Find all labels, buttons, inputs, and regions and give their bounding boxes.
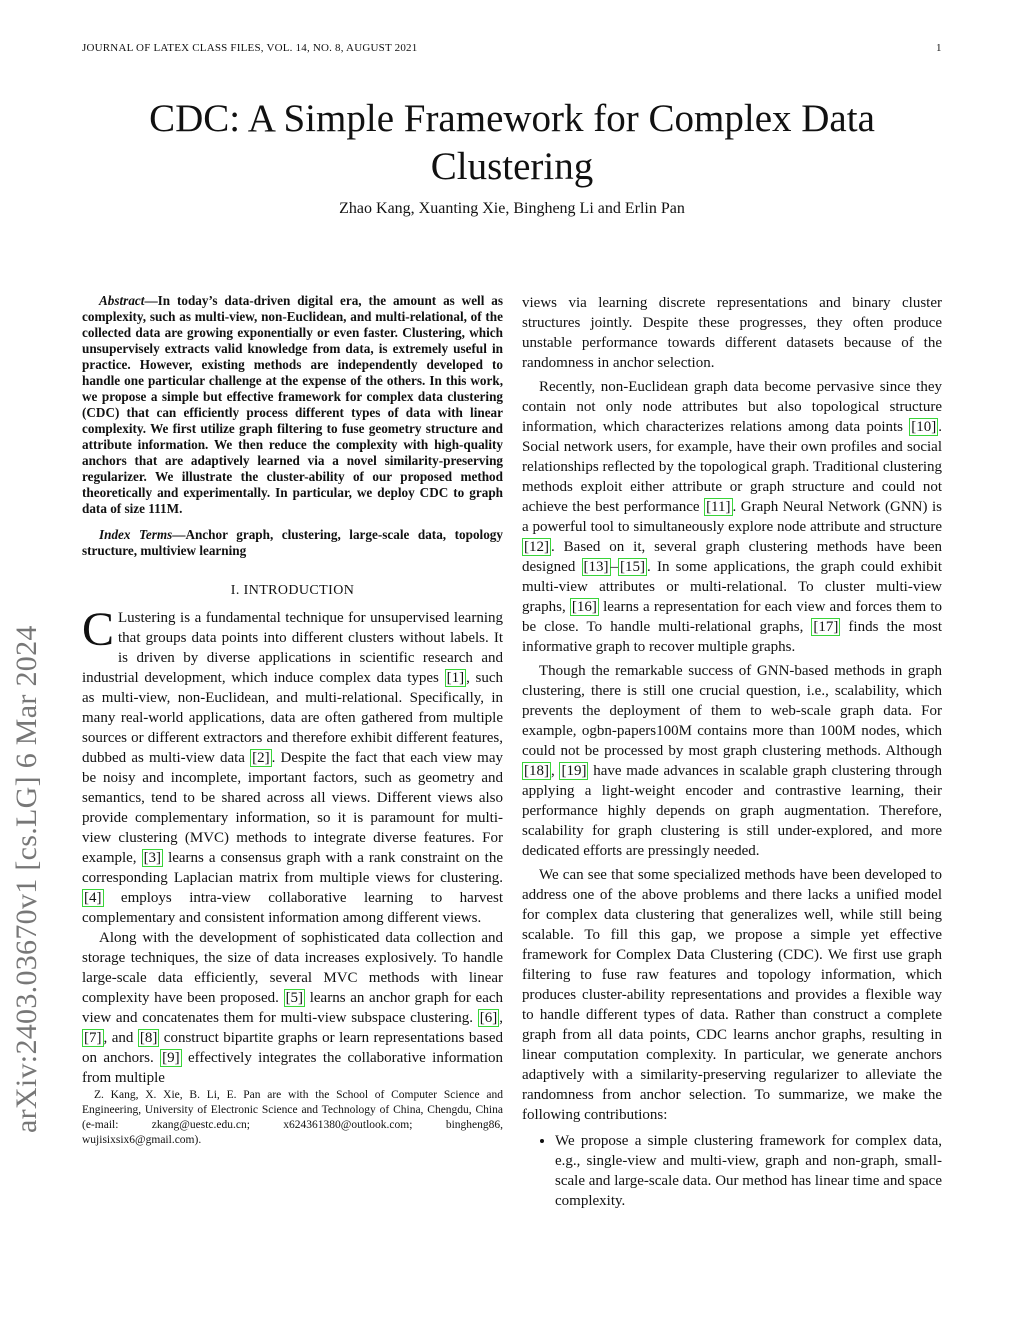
citation-link[interactable]: [9] (162, 1050, 180, 1066)
text-run: . In some applications, the graph could exhibit multi-view attributes or multi-relational. To cluster multi-view graphs, (522, 559, 942, 615)
text-run: Along with the development of sophisticated data collection and storage techniques, the size of data increases explosively. To handle large-scale data efficiently, several MVC methods with linear complexity have been proposed. (82, 930, 503, 1006)
page-number: 1 (936, 42, 942, 54)
citation-link[interactable]: [13] (583, 559, 609, 575)
text-run: have made advances in scalable graph clustering through applying a light-weight encoder and contrastive learning, their performance highly depends on graph augmentation. Therefore, scalability for graph clustering is still under-explored, and more dedicated efforts are pressingly needed. (522, 763, 943, 859)
arxiv-stamp: arXiv:2403.03670v1 [cs.LG] 6 Mar 2024 (10, 625, 43, 1133)
list-item: • We propose a simple clustering framework for complex data, e.g., single-view and multi-view, graph and non-graph, small-scale and large-scale data. Our method has linear time and space complexity. (555, 1131, 942, 1211)
text-run: , (551, 763, 560, 779)
running-head: JOURNAL OF LATEX CLASS FILES, VOL. 14, NO. 8, AUGUST 2021 (82, 42, 418, 54)
text-run: , (499, 1010, 503, 1026)
affiliation-footnote: Z. Kang, X. Xie, B. Li, E. Pan are with the School of Computer Science and Engineering, University of Electronic Science and Technology of China, Chengdu, China (e-mail: zkang@uestc.edu.cn; x624361380@outlook.com; bingheng86, wujisixsix6@gmail.com). (82, 1089, 503, 1146)
text-run: . Social network users, for example, have their own profiles and social relationships reflected by the topological graph. Traditional clustering methods exploit either attribute or graph structure and could not achieve the best performance (522, 419, 942, 515)
text-run: Recently, non-Euclidean graph data become pervasive since they contain not only node attributes but also topological structure information, which characterizes relations among data points (522, 379, 942, 435)
citation-link[interactable]: [18] (524, 763, 549, 779)
citation-link[interactable]: [5] (285, 990, 304, 1006)
text-run: construct bipartite graphs or learn representations based on anchors. (82, 1030, 503, 1066)
right-column (522, 293, 942, 1211)
text-run: Though the remarkable success of GNN-based methods in graph clustering, there is still one crucial question, i.e., scalability, which prevents the deployment of them to web-scale graph data. For example, ogbn-papers100M contains more than 100M nodes, which could not be processed by most graph clustering methods. Although (522, 663, 942, 759)
intro-paragraph-1 (82, 603, 504, 928)
right-paragraph-2 (522, 377, 942, 657)
paper-title: CDC: A Simple Framework for Complex Data Clustering (149, 97, 875, 188)
citation-link[interactable]: [17] (813, 619, 839, 635)
text-run: learns a consensus graph with a rank constraint on the corresponding Laplacian matrix from multiple views for clustering. (82, 850, 503, 886)
citation-link[interactable]: [3] (143, 850, 162, 866)
text-run: . Graph Neural Network (GNN) is a powerful tool to simultaneously explore node attribute and structure (522, 499, 942, 535)
text-run: employs intra-view collaborative learning to harvest complementary and consistent information among different views. (82, 890, 503, 926)
citation-link[interactable]: [6] (479, 1010, 498, 1026)
abstract (82, 293, 503, 517)
right-paragraph-1: views via learning discrete representations and binary cluster structures jointly. Despite these progresses, they often produce unstable performance towards different datasets because of the randomness in anchor selection. (522, 295, 942, 371)
abstract-label: Abstract (99, 293, 145, 308)
text-run: – (610, 559, 619, 575)
citation-link[interactable]: [12] (524, 539, 549, 555)
text-run: finds the most informative graph to recover multiple graphs. (522, 619, 942, 655)
citation-link[interactable]: [19] (561, 763, 587, 779)
citation-link[interactable]: [8] (139, 1030, 158, 1046)
index-terms-label: Index Terms (99, 527, 173, 542)
section-heading-introduction: I. INTRODUCTION (230, 583, 355, 598)
right-paragraph-3 (522, 661, 942, 861)
citation-link[interactable]: [7] (84, 1030, 102, 1046)
text-run: learns a representation for each view and forces them to be close. To handle multi-relational graphs, (522, 599, 942, 635)
text-run: , such as multi-view, non-Euclidean, and multi-relational. Specifically, in many real-world applications, data are often gathered from multiple sources or different extractors and therefore exhibit different features, dubbed as multi-view data (82, 670, 504, 766)
citation-link[interactable]: [11] (706, 499, 731, 515)
citation-link[interactable]: [4] (84, 890, 102, 906)
index-terms (82, 527, 503, 559)
intro-paragraph-2 (82, 928, 503, 1088)
citation-link[interactable]: [1] (446, 670, 465, 686)
text-run: . Despite the fact that each view may be noisy and incomplete, important factors, such as geometry and semantics, tend to be shared across all views. Different views also provide complementary information, so it is paramount for multi-view clustering (MVC) methods to integrate diverse features. For example, (82, 750, 503, 866)
text-run: Lustering is a fundamental technique for unsupervised learning that groups data points into different clusters without labels. It is driven by diverse applications in scientific research and industrial development, which induce complex data types (82, 610, 503, 686)
text-run: learns an anchor graph for each view and concatenates them for multi-view subspace clustering. (82, 990, 504, 1026)
text-run: . Based on it, several graph clustering methods have been designed (522, 539, 942, 575)
citation-link[interactable]: [15] (620, 559, 646, 575)
text-run: , and (103, 1030, 138, 1046)
abstract-text: —In today’s data-driven digital era, the amount as well as complexity, such as multi-view, non-Euclidean, and multi-relational, of the collected data are growing exponentially or even faster. Clustering, which unsupervisely extracts valid knowledge from data, is extremely useful in practice. However, existing methods are independently developed to handle one particular challenge at the expense of the others. In this work, we propose a simple but effective framework for complex data clustering (CDC) that can efficiently process different types of data with linear complexity. We first utilize graph filtering to fuse geometry structure and attribute information. We then reduce the complexity with high-quality anchors that are adaptively learned via a novel similarity-preserving regularizer. We illustrate the cluster-ability of our proposed method theoretically and experimentally. In particular, we deploy CDC to graph data of size 111M. (82, 293, 503, 516)
right-paragraph-4: We can see that some specialized methods have been developed to address one of the above problems and there lacks a unified model for complex data clustering that generalizes well, while still being scalable. To fill this gap, we propose a simple yet effective framework for Complex Data Clustering (CDC). We first use graph filtering to fuse raw features and topology information, which produces cluster-ability representations and provides a flexible way to handle different types of data. Rather than construct a complete graph from all data points, CDC learns anchor graphs, resulting in linear computation complexity. In particular, we generate anchors adaptively with a similarity-preserving regularizer to alleviate the randomness from anchor selection. To summarize, we make the following contributions: (522, 867, 942, 1123)
left-column (82, 293, 503, 1148)
text-run: effectively integrates the collaborative information from multiple (82, 1050, 503, 1086)
contributions-list (522, 1131, 942, 1211)
citation-link[interactable]: [2] (252, 750, 270, 766)
citation-link[interactable]: [10] (911, 419, 937, 435)
drop-cap: C (82, 603, 115, 656)
index-terms-text: —Anchor graph, clustering, large-scale data, topology structure, multiview learning (82, 527, 503, 558)
citation-link[interactable]: [16] (571, 599, 597, 615)
author-list: Zhao Kang, Xuanting Xie, Bingheng Li and Erlin Pan (339, 200, 685, 217)
